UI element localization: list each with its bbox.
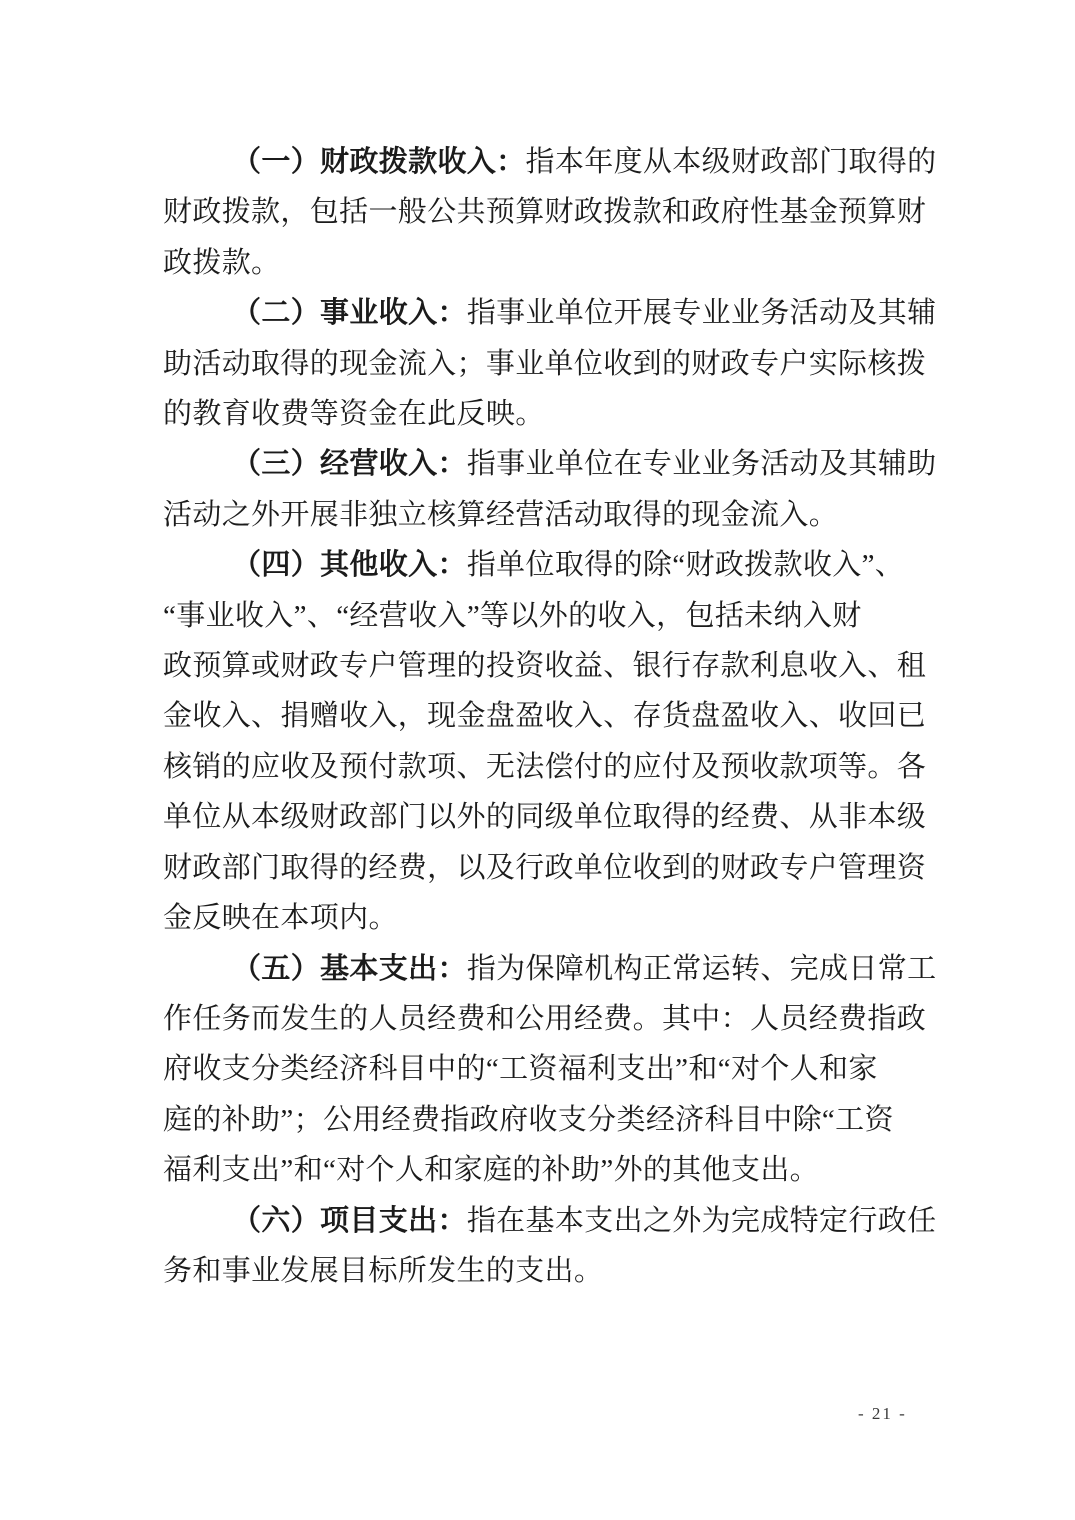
line-text: 财政拨款，包括一般公共预算财政拨款和政府性基金预算财: [163, 196, 927, 229]
line-text: 指为保障机构正常运转、完成日常工: [466, 952, 937, 985]
text-line: [163, 238, 929, 288]
line-text: 务和事业发展目标所发生的支出。: [163, 1254, 604, 1287]
paragraph-first-line: [163, 439, 937, 489]
line-text: 核销的应收及预付款项、无法偿付的应付及预收款项等。各: [163, 750, 927, 783]
line-text: 府收支分类经济科目中的“工资福利支出”和“对个人和家: [163, 1053, 878, 1086]
text-line: [163, 1246, 929, 1296]
line-text: 作任务而发生的人员经费和公用经费。其中：人员经费指政: [163, 1002, 927, 1035]
text-line: [163, 490, 929, 540]
line-text: 政预算或财政专户管理的投资收益、银行存款利息收入、租: [163, 650, 927, 683]
line-text: 单位从本级财政部门以外的同级单位取得的经费、从非本级: [163, 801, 927, 834]
line-text: 指在基本支出之外为完成特定行政任: [466, 1204, 937, 1237]
line-text: 政拨款。: [163, 246, 281, 279]
paragraph-first-line: [163, 1196, 937, 1246]
text-line: [163, 994, 929, 1044]
text-line: [163, 843, 929, 893]
text-line: [163, 1044, 929, 1094]
page-number: - 21 -: [858, 1404, 907, 1423]
term-heading: （四）其他收入：: [232, 549, 467, 582]
text-line: [163, 641, 929, 691]
text-line: [163, 591, 929, 641]
term-heading: （六）项目支出：: [232, 1204, 467, 1237]
document-body: [163, 137, 937, 1296]
paragraph-first-line: [163, 944, 937, 994]
line-text: 财政部门取得的经费，以及行政单位收到的财政专户管理资: [163, 851, 927, 884]
text-line: [163, 339, 929, 389]
paragraph-first-line: [163, 288, 937, 338]
paragraph-5: [163, 944, 937, 1196]
text-line: [163, 893, 929, 943]
term-heading: （三）经营收入：: [232, 448, 467, 481]
line-text: 指事业单位开展专业业务活动及其辅: [466, 297, 937, 330]
line-text: 福利支出”和“对个人和家庭的补助”外的其他支出。: [163, 1154, 820, 1187]
paragraph-3: [163, 439, 937, 540]
term-heading: （五）基本支出：: [232, 952, 467, 985]
paragraph-1: [163, 137, 937, 288]
line-text: “事业收入”、“经营收入”等以外的收入，包括未纳入财: [163, 599, 862, 632]
line-text: 指事业单位在专业业务活动及其辅助: [466, 448, 937, 481]
line-text: 助活动取得的现金流入；事业单位收到的财政专户实际核拨: [163, 347, 927, 380]
line-text: 庭的补助”；公用经费指政府收支分类经济科目中除“工资: [163, 1103, 894, 1136]
paragraph-2: [163, 288, 937, 439]
text-line: [163, 187, 929, 237]
text-line: [163, 1145, 929, 1195]
text-line: [163, 742, 929, 792]
paragraph-6: [163, 1196, 937, 1297]
paragraph-4: [163, 540, 929, 943]
text-line: [163, 1095, 929, 1145]
line-text: 的教育收费等资金在此反映。: [163, 398, 545, 431]
line-text: 指单位取得的除“财政拨款收入”、: [466, 549, 905, 582]
line-text: 金反映在本项内。: [163, 902, 398, 935]
line-text: 指本年度从本级财政部门取得的: [525, 146, 937, 178]
paragraph-first-line: [163, 540, 929, 590]
line-text: 活动之外开展非独立核算经营活动取得的现金流入。: [163, 498, 839, 531]
text-line: [163, 691, 929, 741]
text-line: [163, 389, 929, 439]
paragraph-first-line: [163, 137, 937, 187]
text-line: [163, 792, 929, 842]
line-text: 金收入、捐赠收入，现金盘盈收入、存货盘盈收入、收回已: [163, 700, 927, 733]
term-heading: （二）事业收入：: [232, 297, 467, 330]
term-heading: （一）财政拨款收入：: [232, 146, 526, 178]
